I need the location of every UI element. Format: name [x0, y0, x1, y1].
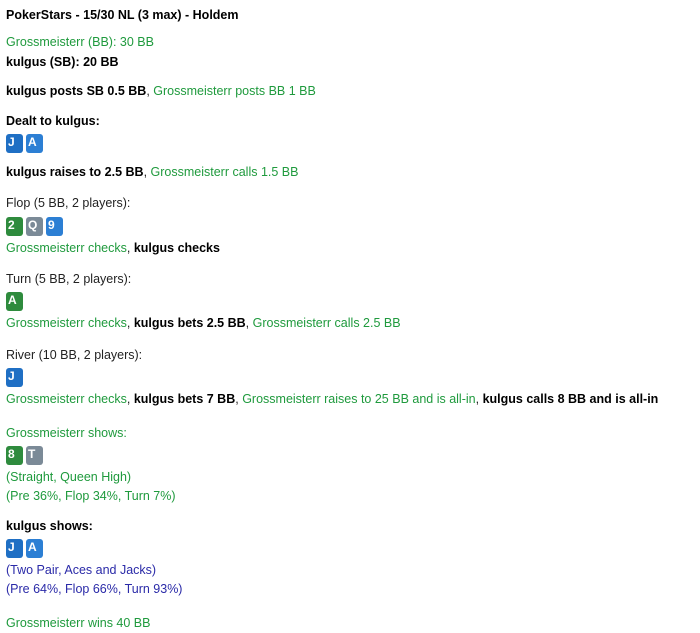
blinds-separator: ,: [146, 84, 154, 99]
showdown-villain-cards: [6, 446, 700, 465]
turn-action-sep-1: ,: [126, 316, 134, 331]
card-hero-show-2: A: [26, 539, 43, 558]
river-action-2: kulgus bets 7 BB: [133, 392, 236, 407]
hero-post-sb: kulgus posts SB 0.5 BB: [6, 84, 147, 99]
flop-action-sep-1: ,: [126, 240, 134, 255]
showdown-hero-equity: (Pre 64%, Flop 66%, Turn 93%): [6, 582, 183, 597]
card-flop-2: Q: [26, 217, 43, 236]
card-flop-1: 2: [6, 217, 23, 236]
turn-action-2: kulgus bets 2.5 BB: [133, 316, 246, 331]
card-hero-show-1: J: [6, 539, 23, 558]
stack-hero: kulgus (SB): 20 BB: [6, 54, 119, 69]
card-hero-2: A: [26, 134, 43, 153]
result-line: Grossmeisterr wins 40 BB: [6, 615, 151, 630]
showdown-hero-hand: (Two Pair, Aces and Jacks): [6, 563, 157, 577]
turn-action-1: Grossmeisterr checks: [6, 316, 127, 331]
villain-post-bb: Grossmeisterr posts BB 1 BB: [153, 84, 316, 99]
flop-label: Flop (5 BB, 2 players):: [6, 196, 131, 211]
river-action-3: Grossmeisterr raises to 25 BB and is all-in: [242, 392, 476, 407]
turn-label: Turn (5 BB, 2 players):: [6, 272, 132, 286]
river-action-sep-1: ,: [126, 392, 134, 407]
showdown-villain-equity: (Pre 36%, Flop 34%, Turn 7%): [6, 489, 176, 504]
showdown-hero-label: kulgus shows:: [6, 518, 93, 533]
river-cards: [6, 368, 700, 387]
showdown-hero-cards: [6, 539, 700, 558]
turn-actions: [6, 314, 700, 333]
turn-action-3: Grossmeisterr calls 2.5 BB: [252, 316, 401, 331]
card-river-1: J: [6, 368, 23, 387]
flop-cards: [6, 217, 700, 236]
flop-actions: [6, 239, 700, 258]
river-action-4: kulgus calls 8 BB and is all-in: [482, 392, 659, 407]
card-turn-1: A: [6, 292, 23, 311]
flop-action-1: Grossmeisterr checks: [6, 240, 127, 255]
blinds-line: [6, 82, 700, 101]
flop-action-2: kulgus checks: [133, 240, 220, 255]
card-villain-2: T: [26, 446, 43, 465]
river-action-sep-2: ,: [235, 392, 243, 407]
stack-villain: Grossmeisterr (BB): 30 BB: [6, 35, 154, 50]
card-flop-3: 9: [46, 217, 63, 236]
river-action-1: Grossmeisterr checks: [6, 392, 127, 407]
page-title: PokerStars - 15/30 NL (3 max) - Holdem: [6, 8, 239, 22]
turn-cards: [6, 292, 700, 311]
preflop-actions: [6, 163, 700, 182]
turn-action-sep-2: ,: [245, 316, 253, 331]
card-villain-1: 8: [6, 446, 23, 465]
showdown-villain-label: Grossmeisterr shows:: [6, 425, 127, 440]
river-label: River (10 BB, 2 players):: [6, 347, 143, 362]
preflop-hero-action: kulgus raises to 2.5 BB: [6, 164, 144, 179]
river-actions: [6, 390, 700, 409]
showdown-villain-hand: (Straight, Queen High): [6, 469, 132, 484]
dealt-label: Dealt to kulgus:: [6, 113, 100, 128]
preflop-villain-action: Grossmeisterr calls 1.5 BB: [150, 164, 299, 179]
card-hero-1: J: [6, 134, 23, 153]
river-action-sep-3: ,: [475, 392, 483, 407]
hero-hole-cards: [6, 134, 700, 153]
preflop-separator: ,: [143, 164, 151, 179]
